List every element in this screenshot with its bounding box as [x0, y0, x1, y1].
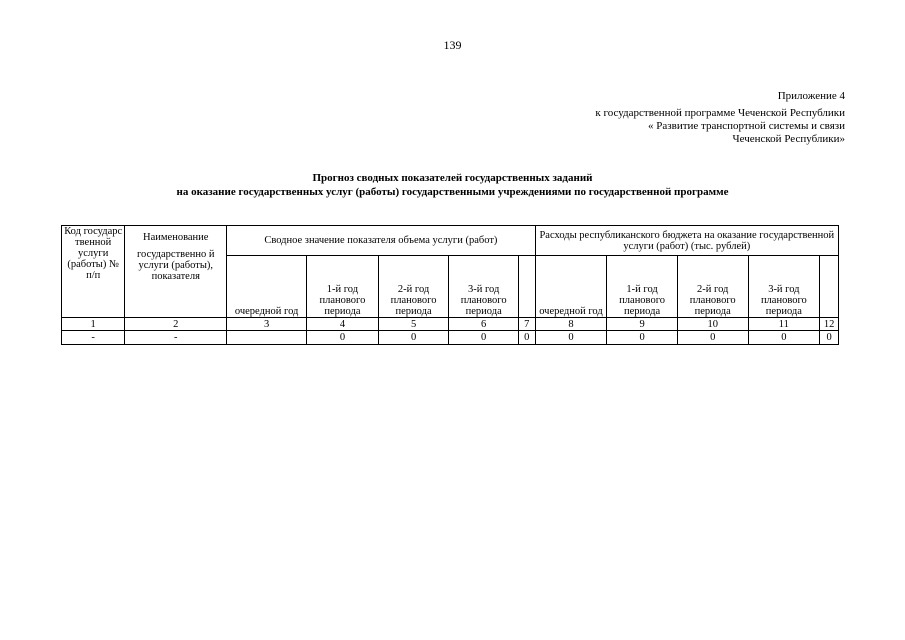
header-code: Код государс твенной услуги (работы) № п/п [62, 226, 125, 318]
table-cell: 0 [820, 331, 839, 345]
table-cell: 0 [449, 331, 519, 345]
column-number: 6 [449, 318, 519, 331]
header-budget-group: Расходы республиканского бюджета на оказание государственной услуги (работ) (тыс. рублей) [535, 226, 838, 256]
column-number: 5 [378, 318, 449, 331]
table-cell [227, 331, 307, 345]
header-volume-plan-2: 2-й год планового периода [378, 256, 449, 318]
appendix-line: « Развитие транспортной системы и связи [648, 120, 845, 132]
column-number: 8 [535, 318, 607, 331]
header-volume-plan-1: 1-й год планового периода [307, 256, 379, 318]
table-cell: 0 [607, 331, 678, 345]
column-number: 4 [307, 318, 379, 331]
forecast-table [61, 225, 839, 345]
column-number: 12 [820, 318, 839, 331]
table-cell: - [125, 331, 227, 345]
column-number-row [62, 318, 839, 331]
column-number: 9 [607, 318, 678, 331]
appendix-title: Приложение 4 [777, 90, 845, 102]
header-volume-extra [518, 256, 535, 318]
appendix-block [595, 90, 845, 146]
column-number: 3 [227, 318, 307, 331]
column-number: 10 [677, 318, 748, 331]
table-cell: 0 [518, 331, 535, 345]
header-budget-current-year: очередной год [535, 256, 607, 318]
appendix-line: Чеченской Республики» [732, 133, 845, 145]
table-cell: 0 [748, 331, 820, 345]
header-budget-plan-2: 2-й год планового периода [677, 256, 748, 318]
column-number: 11 [748, 318, 820, 331]
appendix-line: к государственной программе Чеченской Республики [595, 107, 845, 119]
header-budget-extra [820, 256, 839, 318]
header-volume-current-year: очередной год [227, 256, 307, 318]
table-row [62, 331, 839, 345]
table-cell: - [62, 331, 125, 345]
table-cell: 0 [307, 331, 379, 345]
header-volume-group: Сводное значение показателя объема услуги (работ) [227, 226, 535, 256]
title-line-2: на оказание государственных услуг (работы) государственными учреждениями по государственной программе [176, 186, 729, 198]
table-cell: 0 [378, 331, 449, 345]
column-number: 7 [518, 318, 535, 331]
title-line-1: Прогноз сводных показателей государственных заданий [312, 172, 593, 184]
table-cell: 0 [677, 331, 748, 345]
table-cell: 0 [535, 331, 607, 345]
header-budget-plan-1: 1-й год планового периода [607, 256, 678, 318]
header-name-top: Наименование [143, 232, 209, 243]
page-number: 139 [443, 38, 462, 52]
document-title [0, 171, 905, 199]
column-number: 1 [62, 318, 125, 331]
header-volume-plan-3: 3-й год планового периода [449, 256, 519, 318]
header-budget-plan-3: 3-й год планового периода [748, 256, 820, 318]
header-name-bottom: государственно й услуги (работы), показателя [137, 249, 215, 282]
column-number: 2 [125, 318, 227, 331]
header-name [125, 226, 227, 318]
